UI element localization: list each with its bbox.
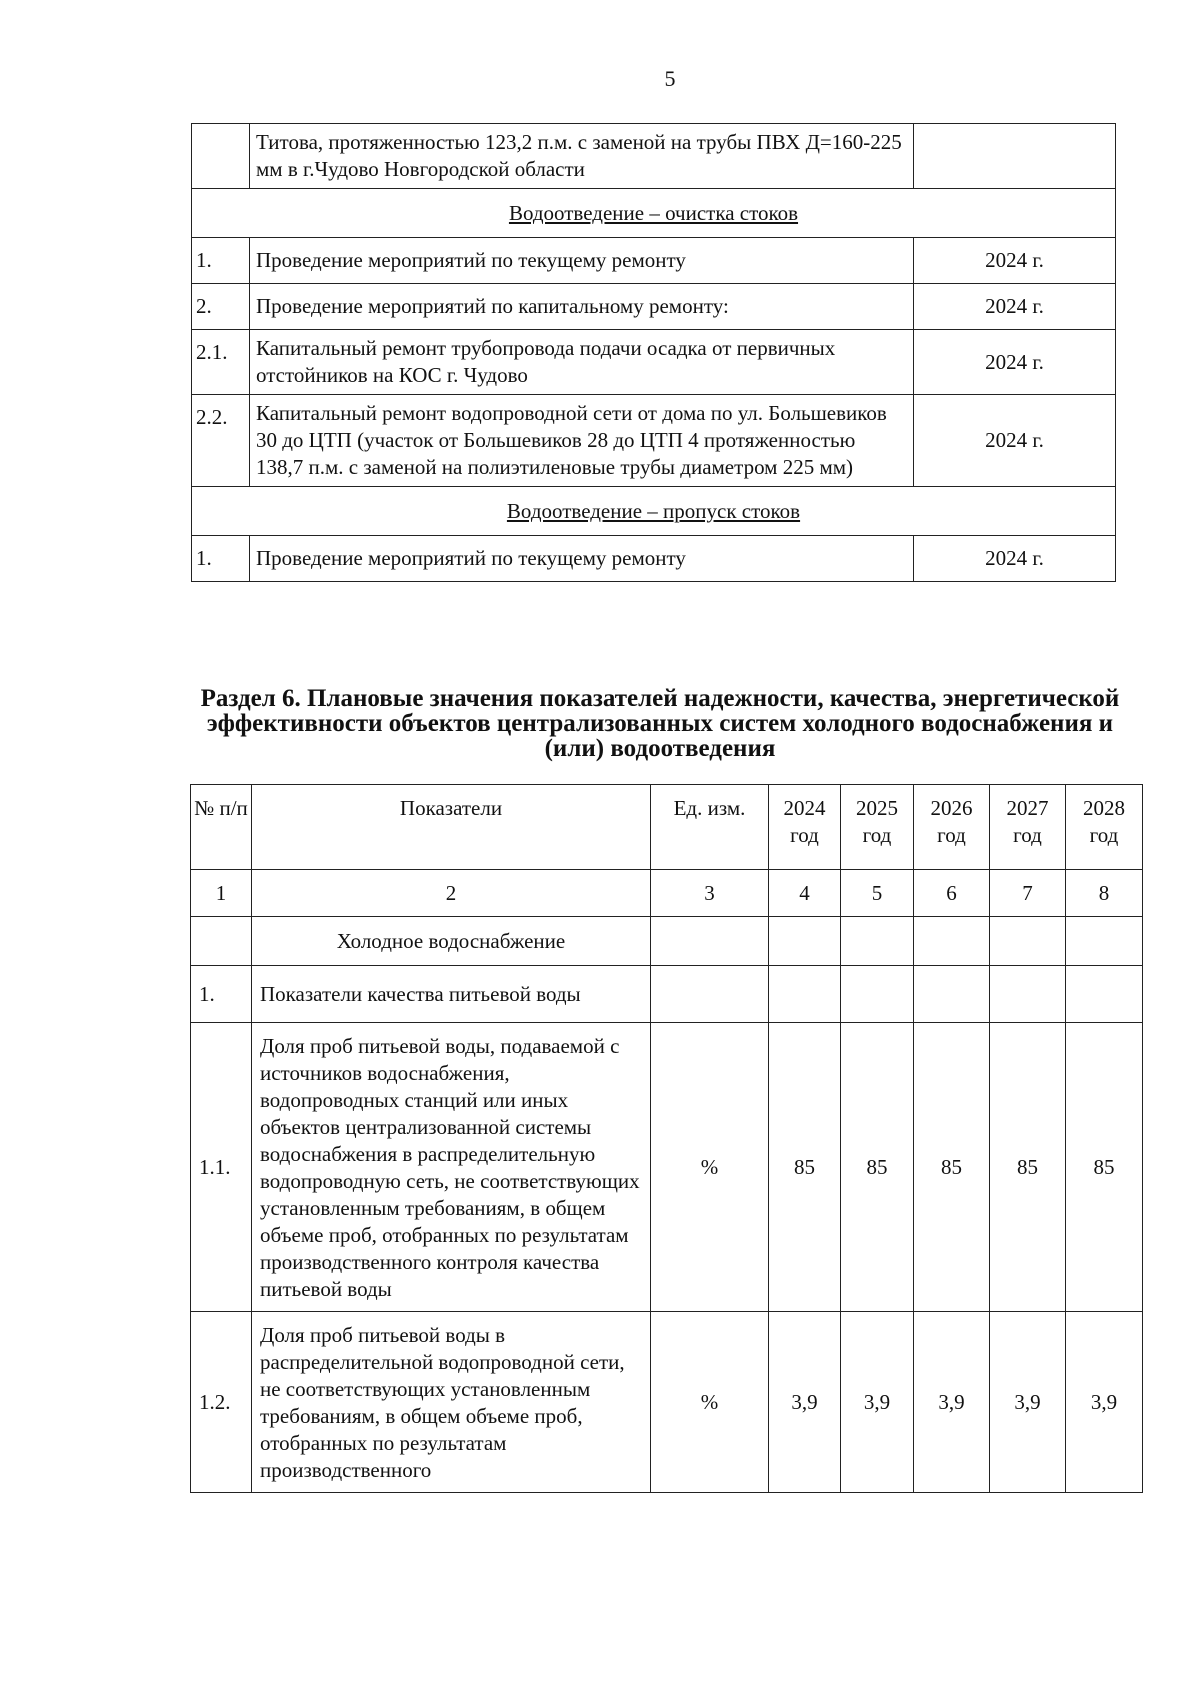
maintenance-plan-table — [191, 123, 1116, 582]
empty-cell — [769, 966, 841, 1023]
row-number: 2. — [192, 284, 250, 330]
year-suffix: год — [1089, 823, 1119, 847]
empty-cell — [651, 917, 769, 966]
year-suffix: год — [790, 823, 819, 847]
empty-cell — [651, 966, 769, 1023]
row-year: 2024 г. — [914, 238, 1116, 284]
table-row — [191, 1023, 1143, 1312]
empty-cell — [841, 917, 914, 966]
row-number: 1.1. — [191, 1023, 252, 1312]
row-indicator: Доля проб питьевой воды в распределительной водопроводной сети, не соответствующих установленным требованиям, в общем объеме проб, отобранных по результатам производственного — [252, 1312, 651, 1493]
row-indicator: Доля проб питьевой воды, подаваемой с источников водоснабжения, водопроводных станций или иных объектов централизованной системы водоснабжения в распределительную водопроводную сеть, не соответствующих установленным требованиям, в общем объеме проб, отобранных по результатам производственного контроля качества питьевой воды — [252, 1023, 651, 1312]
empty-cell — [914, 966, 990, 1023]
row-number: 1. — [192, 238, 250, 284]
row-number: 1. — [192, 536, 250, 582]
section-header-row — [192, 487, 1116, 536]
section-title: Раздел 6. Плановые значения показателей надежности, качества, энергетической эффективности объектов централизованных систем холодного водоснабжения и (или) водоотведения — [200, 685, 1120, 762]
empty-cell — [990, 917, 1066, 966]
row-value-2028: 3,9 — [1066, 1312, 1143, 1493]
row-value-2027: 3,9 — [990, 1312, 1066, 1493]
table-row — [192, 330, 1116, 395]
row-year: 2024 г. — [914, 536, 1116, 582]
header-year-2025 — [841, 785, 914, 870]
column-number: 4 — [769, 870, 841, 917]
row-number — [192, 124, 250, 189]
group-label: Холодное водоснабжение — [252, 917, 651, 966]
column-number: 2 — [252, 870, 651, 917]
row-value-2026: 85 — [914, 1023, 990, 1312]
year-suffix: год — [1013, 823, 1042, 847]
year-suffix: год — [862, 823, 892, 847]
table-row — [192, 284, 1116, 330]
column-number: 5 — [841, 870, 914, 917]
column-number-row — [191, 870, 1143, 917]
row-unit: % — [651, 1312, 769, 1493]
row-value-2027: 85 — [990, 1023, 1066, 1312]
row-year: 2024 г. — [914, 330, 1116, 395]
column-number: 1 — [191, 870, 252, 917]
category-num: 1. — [191, 966, 252, 1023]
year-label: 2027 — [1006, 796, 1049, 820]
row-text: Капитальный ремонт трубопровода подачи осадка от первичных отстойников на КОС г. Чудово — [250, 330, 914, 395]
header-year-2026 — [914, 785, 990, 870]
empty-cell — [914, 917, 990, 966]
row-value-2025: 85 — [841, 1023, 914, 1312]
header-indicator: Показатели — [252, 785, 651, 870]
page-number: 5 — [664, 66, 676, 91]
empty-cell — [990, 966, 1066, 1023]
group-row — [191, 917, 1143, 966]
empty-cell — [841, 966, 914, 1023]
header-unit: Ед. изм. — [651, 785, 769, 870]
row-value-2025: 3,9 — [841, 1312, 914, 1493]
row-value-2024: 85 — [769, 1023, 841, 1312]
empty-cell — [1066, 966, 1143, 1023]
year-label: 2025 — [856, 796, 898, 820]
empty-cell — [769, 917, 841, 966]
year-label: 2024 — [783, 796, 826, 820]
header-year-2027 — [990, 785, 1066, 870]
table-row — [192, 124, 1116, 189]
year-label: 2028 — [1083, 796, 1125, 820]
column-number: 6 — [914, 870, 990, 917]
row-text: Капитальный ремонт водопроводной сети от дома по ул. Большевиков 30 до ЦТП (участок от Большевиков 28 до ЦТП 4 протяженностью 138,7 п.м. с заменой на полиэтиленовые трубы диаметром 225 мм) — [250, 395, 914, 487]
row-year: 2024 г. — [914, 395, 1116, 487]
row-value-2026: 3,9 — [914, 1312, 990, 1493]
section-header-row — [192, 189, 1116, 238]
year-label: 2026 — [930, 796, 973, 820]
empty-cell — [1066, 917, 1143, 966]
header-num: № п/п — [191, 785, 252, 870]
section-header-discharge: Водоотведение – пропуск стоков — [192, 487, 1116, 536]
table-row — [192, 536, 1116, 582]
header-year-2028 — [1066, 785, 1143, 870]
row-number: 2.1. — [192, 330, 250, 395]
category-label: Показатели качества питьевой воды — [252, 966, 651, 1023]
row-year: 2024 г. — [914, 284, 1116, 330]
row-number: 1.2. — [191, 1312, 252, 1493]
row-text: Проведение мероприятий по текущему ремонту — [250, 536, 914, 582]
header-row — [191, 785, 1143, 870]
category-row — [191, 966, 1143, 1023]
row-value-2024: 3,9 — [769, 1312, 841, 1493]
group-num — [191, 917, 252, 966]
year-suffix: год — [937, 823, 966, 847]
row-text: Проведение мероприятий по текущему ремонту — [250, 238, 914, 284]
row-year — [914, 124, 1116, 189]
column-number: 8 — [1066, 870, 1143, 917]
indicators-table — [190, 784, 1143, 1493]
table-row — [192, 238, 1116, 284]
row-number: 2.2. — [192, 395, 250, 487]
column-number: 3 — [651, 870, 769, 917]
row-unit: % — [651, 1023, 769, 1312]
column-number: 7 — [990, 870, 1066, 917]
header-year-2024 — [769, 785, 841, 870]
row-text: Титова, протяженностью 123,2 п.м. с заменой на трубы ПВХ Д=160-225 мм в г.Чудово Новгородской области — [250, 124, 914, 189]
table-row — [191, 1312, 1143, 1493]
row-text: Проведение мероприятий по капитальному ремонту: — [250, 284, 914, 330]
table-row — [192, 395, 1116, 487]
section-header-treatment: Водоотведение – очистка стоков — [192, 189, 1116, 238]
row-value-2028: 85 — [1066, 1023, 1143, 1312]
